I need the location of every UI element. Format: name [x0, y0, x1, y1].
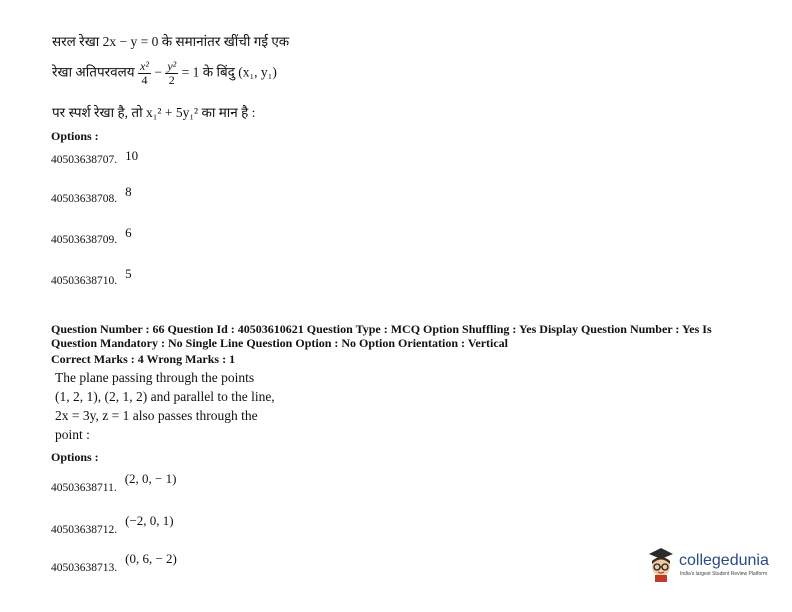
q66-option-1[interactable] [51, 470, 177, 494]
q65-line2 [52, 60, 277, 87]
option-value: (2, 0, − 1) [124, 471, 177, 486]
option-id: 40503638707. [51, 154, 118, 166]
option-id: 40503638710. [51, 275, 118, 287]
q65-option-4[interactable] [51, 266, 132, 289]
q66-text-line3: 2x = 3y, z = 1 also passes through the [55, 408, 258, 423]
q65-fraction-y: $\frac{\text{y²}}{2}$ [167, 59, 177, 87]
option-value: 5 [125, 266, 132, 281]
q66-meta-line1: Question Number : 66 Question Id : 40503610621 Question Type : MCQ Option Shuffling : Yes Display Question Number : Yes Is [51, 322, 712, 336]
collegedunia-logo [646, 546, 769, 586]
q66-option-2[interactable] [51, 512, 174, 536]
q65-minus: − [154, 64, 162, 80]
q65-options-label: Options : [51, 129, 99, 143]
q65-fraction-x: $\frac{\text{x²}}{4}$ [140, 59, 149, 87]
q65-option-3[interactable] [51, 225, 132, 248]
option-value: (−2, 0, 1) [125, 513, 174, 528]
option-value: 8 [125, 184, 132, 199]
q65-line2-post: = 1 के बिंदु (x₁, y₁) [181, 64, 277, 80]
q65-option-1[interactable] [51, 150, 138, 168]
logo-wordmark: collegedunia [679, 552, 769, 569]
logo-tagline: India's largest Student Review Platform [680, 571, 768, 577]
option-value: 6 [125, 225, 132, 240]
option-id: 40503638713. [51, 562, 118, 574]
option-value: (0, 6, − 2) [125, 551, 177, 566]
q65-option-2[interactable] [51, 184, 132, 207]
q65-line3: पर स्पर्श रेखा है, तो x₁² + 5y₁² का मान है : [52, 105, 256, 120]
q65-line2-pre: रेखा अतिपरवलय [52, 64, 135, 80]
option-id: 40503638709. [51, 234, 118, 246]
q65-line1: सरल रेखा 2x − y = 0 के समानांतर खींची गई एक [52, 34, 290, 49]
q66-text-line1: The plane passing through the points [55, 370, 255, 385]
q66-text-line4: point : [55, 427, 90, 442]
q66-option-3[interactable] [51, 550, 177, 574]
q66-marks: Correct Marks : 4 Wrong Marks : 1 [51, 352, 236, 366]
q66-text-line2: (1, 2, 1), (2, 1, 2) and parallel to the line, [55, 389, 275, 404]
option-id: 40503638708. [51, 193, 118, 205]
graduate-mascot-icon [646, 546, 676, 582]
option-id: 40503638711. [51, 482, 117, 494]
q66-options-label: Options : [51, 450, 99, 464]
option-id: 40503638712. [51, 524, 118, 536]
option-value: 10 [125, 148, 139, 163]
q66-meta-line2: Question Mandatory : No Single Line Question Option : No Option Orientation : Vertical [51, 336, 509, 350]
